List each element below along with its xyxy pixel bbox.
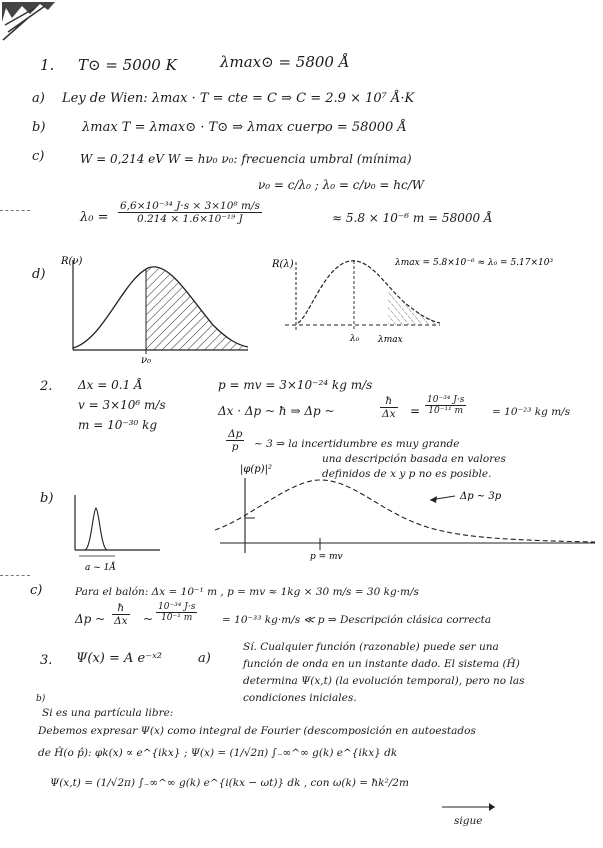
lambda0-result: ≈ 5.8 × 10⁻⁶ m = 58000 Å [332, 211, 493, 225]
continue-arrow-icon [440, 800, 500, 814]
part-b-label: b) [32, 120, 46, 135]
frac-num: ħ [380, 395, 398, 408]
wavefunction: Ψ(x) = A e⁻ˣ² [76, 651, 162, 666]
ratio-den: p [231, 441, 239, 453]
corner-scribble [0, 0, 60, 50]
given-temperature: T⊙ = 5000 K [78, 56, 177, 74]
ratio-conclusion-line3: definidos de x y p no es posible. [322, 468, 492, 480]
momentum-y-label: |φ(p)|² [240, 464, 272, 475]
ratio-conclusion-line2: una descripción basada en valores [322, 453, 506, 465]
part-3a-line1: Sí. Cualquier función (razonable) puede ser una [243, 641, 499, 653]
part-3a-line3: determina Ψ(x,t) (la evolución temporal), pero no las [243, 675, 525, 687]
frac-den: Δx [382, 408, 396, 420]
problem-3-number: 3. [40, 653, 53, 668]
part-3a-line4: condiciones iniciales. [243, 692, 357, 704]
lambda0-fraction [118, 200, 262, 225]
problem-1-number: 1. [40, 56, 55, 74]
graph2-lambdamax-label: λmax [378, 335, 403, 345]
position-distribution-graph [65, 490, 165, 575]
frac-num: 10⁻³⁴ J·s [158, 602, 196, 612]
problem-2-number: 2. [40, 379, 53, 394]
spectral-radiance-lambda-graph [270, 245, 600, 350]
wien-law-line: Ley de Wien: λmax · T = cte = C ⇒ C = 2.9 × 10⁷ Å·K [62, 91, 415, 106]
approx-sign: ~ [143, 612, 154, 626]
uncertainty-lhs: Δx · Δp ~ ħ ⇒ Δp ~ [218, 404, 335, 418]
given-velocity: v = 3×10⁶ m/s [78, 398, 166, 412]
ball-hbar-fraction [112, 602, 130, 627]
ratio-fraction [226, 428, 244, 453]
margin-mark [0, 575, 30, 576]
momentum-equation: p = mv = 3×10⁻²⁴ kg m/s [218, 378, 373, 392]
frac-num: ħ [112, 602, 130, 615]
graph2-annotation: λmax = 5.8×10⁻⁶ ≈ λ₀ = 5.17×10³ [395, 258, 554, 268]
part-a-label: a) [32, 91, 45, 106]
lambda0-denominator: 0.214 × 1.6×10⁻¹⁹ J [136, 213, 243, 225]
part-3b-line3: de Ĥ(o p̂): φk(x) ∝ e^{ikx} ; Ψ(x) = (1/√2π) ∫₋∞^∞ g(k) e^{ikx} dk [38, 747, 398, 759]
frac-den: Δx [114, 615, 128, 627]
frac-num: 10⁻³⁴ J·s [427, 395, 465, 405]
given-dx: Δx = 0.1 Å [78, 378, 143, 392]
lambda-body-line: λmax T = λmax⊙ · T⊙ ⇒ λmax cuerpo = 58000 Å [82, 120, 407, 135]
given-lambda-max: λmax⊙ = 5800 Å [220, 53, 350, 71]
part-3b-line4: Ψ(x,t) = (1/√2π) ∫₋∞^∞ g(k) e^{i(kx − ωt)} dk , con ω(k) = ħk²/2m [50, 777, 409, 789]
part-d-label: d) [32, 267, 46, 282]
frac-den: 10⁻¹¹ m [428, 406, 464, 416]
lambda0-numerator: 6,6×10⁻³⁴ J·s × 3×10⁸ m/s [120, 200, 260, 212]
uncertainty-numeric-fraction [425, 395, 466, 416]
ball-numeric-fraction [156, 602, 197, 623]
part-3b-label: b) [36, 694, 46, 704]
hbar-over-dx-fraction [380, 395, 398, 420]
margin-mark [0, 210, 30, 211]
graph1-x-label: ν₀ [141, 355, 152, 365]
momentum-annotation: Δp ~ 3p [460, 491, 502, 502]
ball-case-line: Para el balón: Δx = 10⁻¹ m , p = mv ≈ 1kg × 30 m/s = 30 kg·m/s [75, 586, 419, 598]
part-2b-label: b) [40, 491, 54, 506]
graph2-y-label: R(λ) [272, 259, 294, 270]
position-width-label: a ~ 1Å [85, 563, 116, 573]
frac-den: 10⁻¹ m [161, 613, 193, 623]
continue-label: sigue [454, 815, 483, 827]
momentum-x-label: p = mv [310, 552, 343, 562]
uncertainty-result: = 10⁻²³ kg m/s [492, 406, 571, 418]
part-3b-line2: Debemos expresar Ψ(x) como integral de Fourier (descomposición en autoestados [38, 725, 476, 737]
given-mass: m = 10⁻³⁰ kg [78, 418, 158, 432]
threshold-relations: ν₀ = c/λ₀ ; λ₀ = c/ν₀ = hc/W [258, 178, 425, 192]
ratio-num: Δp [228, 428, 243, 440]
work-function-line: W = 0,214 eV W = hν₀ ν₀: frecuencia umbral (mínima) [80, 152, 412, 166]
part-3a-label: a) [198, 651, 211, 666]
part-c-label: c) [32, 149, 45, 164]
part-3a-line2: función de onda en un instante dado. El sistema (Ĥ) [243, 658, 520, 670]
lambda0-lhs: λ₀ = [80, 210, 109, 225]
graph1-y-label: R(ν) [61, 256, 83, 267]
ball-conclusion: = 10⁻³³ kg·m/s ≪ p ⇒ Descripción clásica correcta [222, 614, 492, 626]
spectral-radiance-nu-graph [58, 250, 258, 365]
momentum-distribution-graph [200, 458, 600, 568]
ball-uncertainty-lhs: Δp ~ [75, 612, 106, 626]
part-2c-label: c) [30, 583, 43, 598]
ratio-conclusion: ~ 3 ⇒ la incertidumbre es muy grande [254, 438, 460, 450]
graph2-lambda0-label: λ₀ [350, 334, 360, 344]
part-3b-line1: Si es una partícula libre: [42, 707, 174, 719]
equals-sign: = [410, 404, 421, 418]
